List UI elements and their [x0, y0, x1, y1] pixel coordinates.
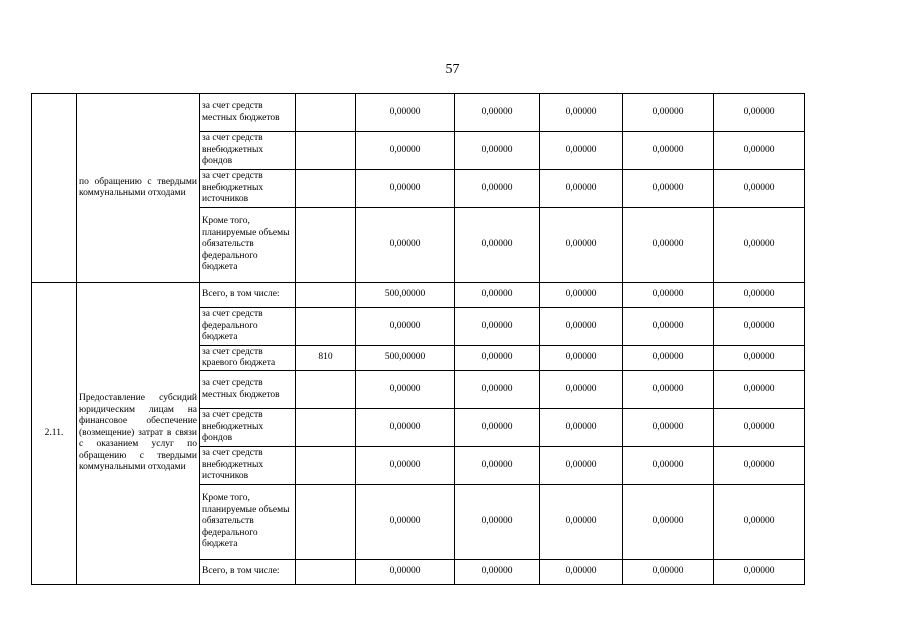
value-cell: 0,00000 — [455, 447, 540, 485]
value-cell: 0,00000 — [623, 308, 714, 346]
budget-code: 810 — [296, 346, 356, 371]
funding-source: за счет средств краевого бюджета — [200, 346, 296, 371]
funding-source: Кроме того, планируемые объемы обязательств федерального бюджета — [200, 208, 296, 283]
budget-code — [296, 208, 356, 283]
value-cell: 0,00000 — [623, 283, 714, 308]
value-cell: 0,00000 — [356, 371, 455, 409]
value-cell: 0,00000 — [623, 132, 714, 170]
value-cell: 0,00000 — [714, 308, 805, 346]
value-cell: 0,00000 — [540, 208, 623, 283]
value-cell: 0,00000 — [455, 371, 540, 409]
value-cell: 0,00000 — [540, 308, 623, 346]
table-row — [32, 283, 805, 308]
budget-code — [296, 447, 356, 485]
value-cell: 0,00000 — [455, 283, 540, 308]
funding-source: Кроме того, планируемые объемы обязательств федерального бюджета — [200, 485, 296, 560]
value-cell: 0,00000 — [540, 94, 623, 132]
funding-source: за счет средств местных бюджетов — [200, 371, 296, 409]
value-cell: 0,00000 — [356, 94, 455, 132]
value-cell: 0,00000 — [455, 409, 540, 447]
value-cell: 0,00000 — [455, 560, 540, 585]
value-cell: 0,00000 — [356, 132, 455, 170]
funding-source: за счет средств внебюджетных фондов — [200, 409, 296, 447]
value-cell: 0,00000 — [714, 170, 805, 208]
budget-table — [31, 93, 805, 585]
value-cell: 500,00000 — [356, 283, 455, 308]
value-cell: 0,00000 — [356, 208, 455, 283]
value-cell: 0,00000 — [540, 170, 623, 208]
funding-source: за счет средств внебюджетных источников — [200, 447, 296, 485]
funding-source: за счет средств местных бюджетов — [200, 94, 296, 132]
budget-code — [296, 132, 356, 170]
value-cell: 0,00000 — [356, 308, 455, 346]
value-cell: 0,00000 — [540, 560, 623, 585]
funding-source: за счет средств внебюджетных источников — [200, 170, 296, 208]
value-cell: 0,00000 — [714, 346, 805, 371]
value-cell: 0,00000 — [540, 371, 623, 409]
budget-code — [296, 308, 356, 346]
budget-code — [296, 94, 356, 132]
value-cell: 0,00000 — [455, 346, 540, 371]
budget-code — [296, 560, 356, 585]
value-cell: 0,00000 — [455, 208, 540, 283]
value-cell: 0,00000 — [540, 485, 623, 560]
value-cell: 0,00000 — [540, 283, 623, 308]
value-cell: 0,00000 — [623, 560, 714, 585]
value-cell: 0,00000 — [714, 283, 805, 308]
value-cell: 0,00000 — [714, 560, 805, 585]
funding-source: за счет средств внебюджетных фондов — [200, 132, 296, 170]
budget-code — [296, 283, 356, 308]
value-cell: 0,00000 — [714, 485, 805, 560]
value-cell: 0,00000 — [714, 132, 805, 170]
value-cell: 0,00000 — [623, 208, 714, 283]
value-cell: 0,00000 — [623, 371, 714, 409]
value-cell: 0,00000 — [623, 409, 714, 447]
value-cell: 0,00000 — [540, 346, 623, 371]
value-cell: 0,00000 — [455, 308, 540, 346]
value-cell: 0,00000 — [623, 170, 714, 208]
value-cell: 0,00000 — [356, 447, 455, 485]
value-cell: 0,00000 — [714, 208, 805, 283]
value-cell: 0,00000 — [540, 447, 623, 485]
value-cell: 0,00000 — [356, 560, 455, 585]
value-cell: 0,00000 — [714, 409, 805, 447]
row-index-cell — [32, 94, 77, 283]
value-cell: 0,00000 — [623, 447, 714, 485]
value-cell: 0,00000 — [714, 371, 805, 409]
budget-code — [296, 170, 356, 208]
funding-source: за счет средств федерального бюджета — [200, 308, 296, 346]
value-cell: 0,00000 — [540, 132, 623, 170]
table-row — [32, 94, 805, 132]
value-cell: 0,00000 — [455, 132, 540, 170]
value-cell: 0,00000 — [356, 485, 455, 560]
funding-source: Всего, в том числе: — [200, 560, 296, 585]
page-number: 57 — [445, 62, 460, 77]
value-cell: 0,00000 — [356, 409, 455, 447]
value-cell: 0,00000 — [455, 94, 540, 132]
measure-description: по обращению с твердыми коммунальными отходами — [77, 94, 200, 283]
budget-code — [296, 371, 356, 409]
row-index: 2.11. — [32, 283, 77, 585]
value-cell: 0,00000 — [455, 485, 540, 560]
value-cell: 0,00000 — [623, 485, 714, 560]
budget-code — [296, 409, 356, 447]
budget-code — [296, 485, 356, 560]
funding-source: Всего, в том числе: — [200, 283, 296, 308]
value-cell: 0,00000 — [714, 447, 805, 485]
value-cell: 0,00000 — [623, 94, 714, 132]
value-cell: 0,00000 — [623, 346, 714, 371]
value-cell: 500,00000 — [356, 346, 455, 371]
value-cell: 0,00000 — [455, 170, 540, 208]
measure-description: Предоставление субсидий юридическим лицам на финансовое обеспечение (возмещение) затрат в связи с оказанием услуг по обращению с твердыми коммунальными отходами — [77, 283, 200, 585]
value-cell: 0,00000 — [356, 170, 455, 208]
value-cell: 0,00000 — [540, 409, 623, 447]
value-cell: 0,00000 — [714, 94, 805, 132]
